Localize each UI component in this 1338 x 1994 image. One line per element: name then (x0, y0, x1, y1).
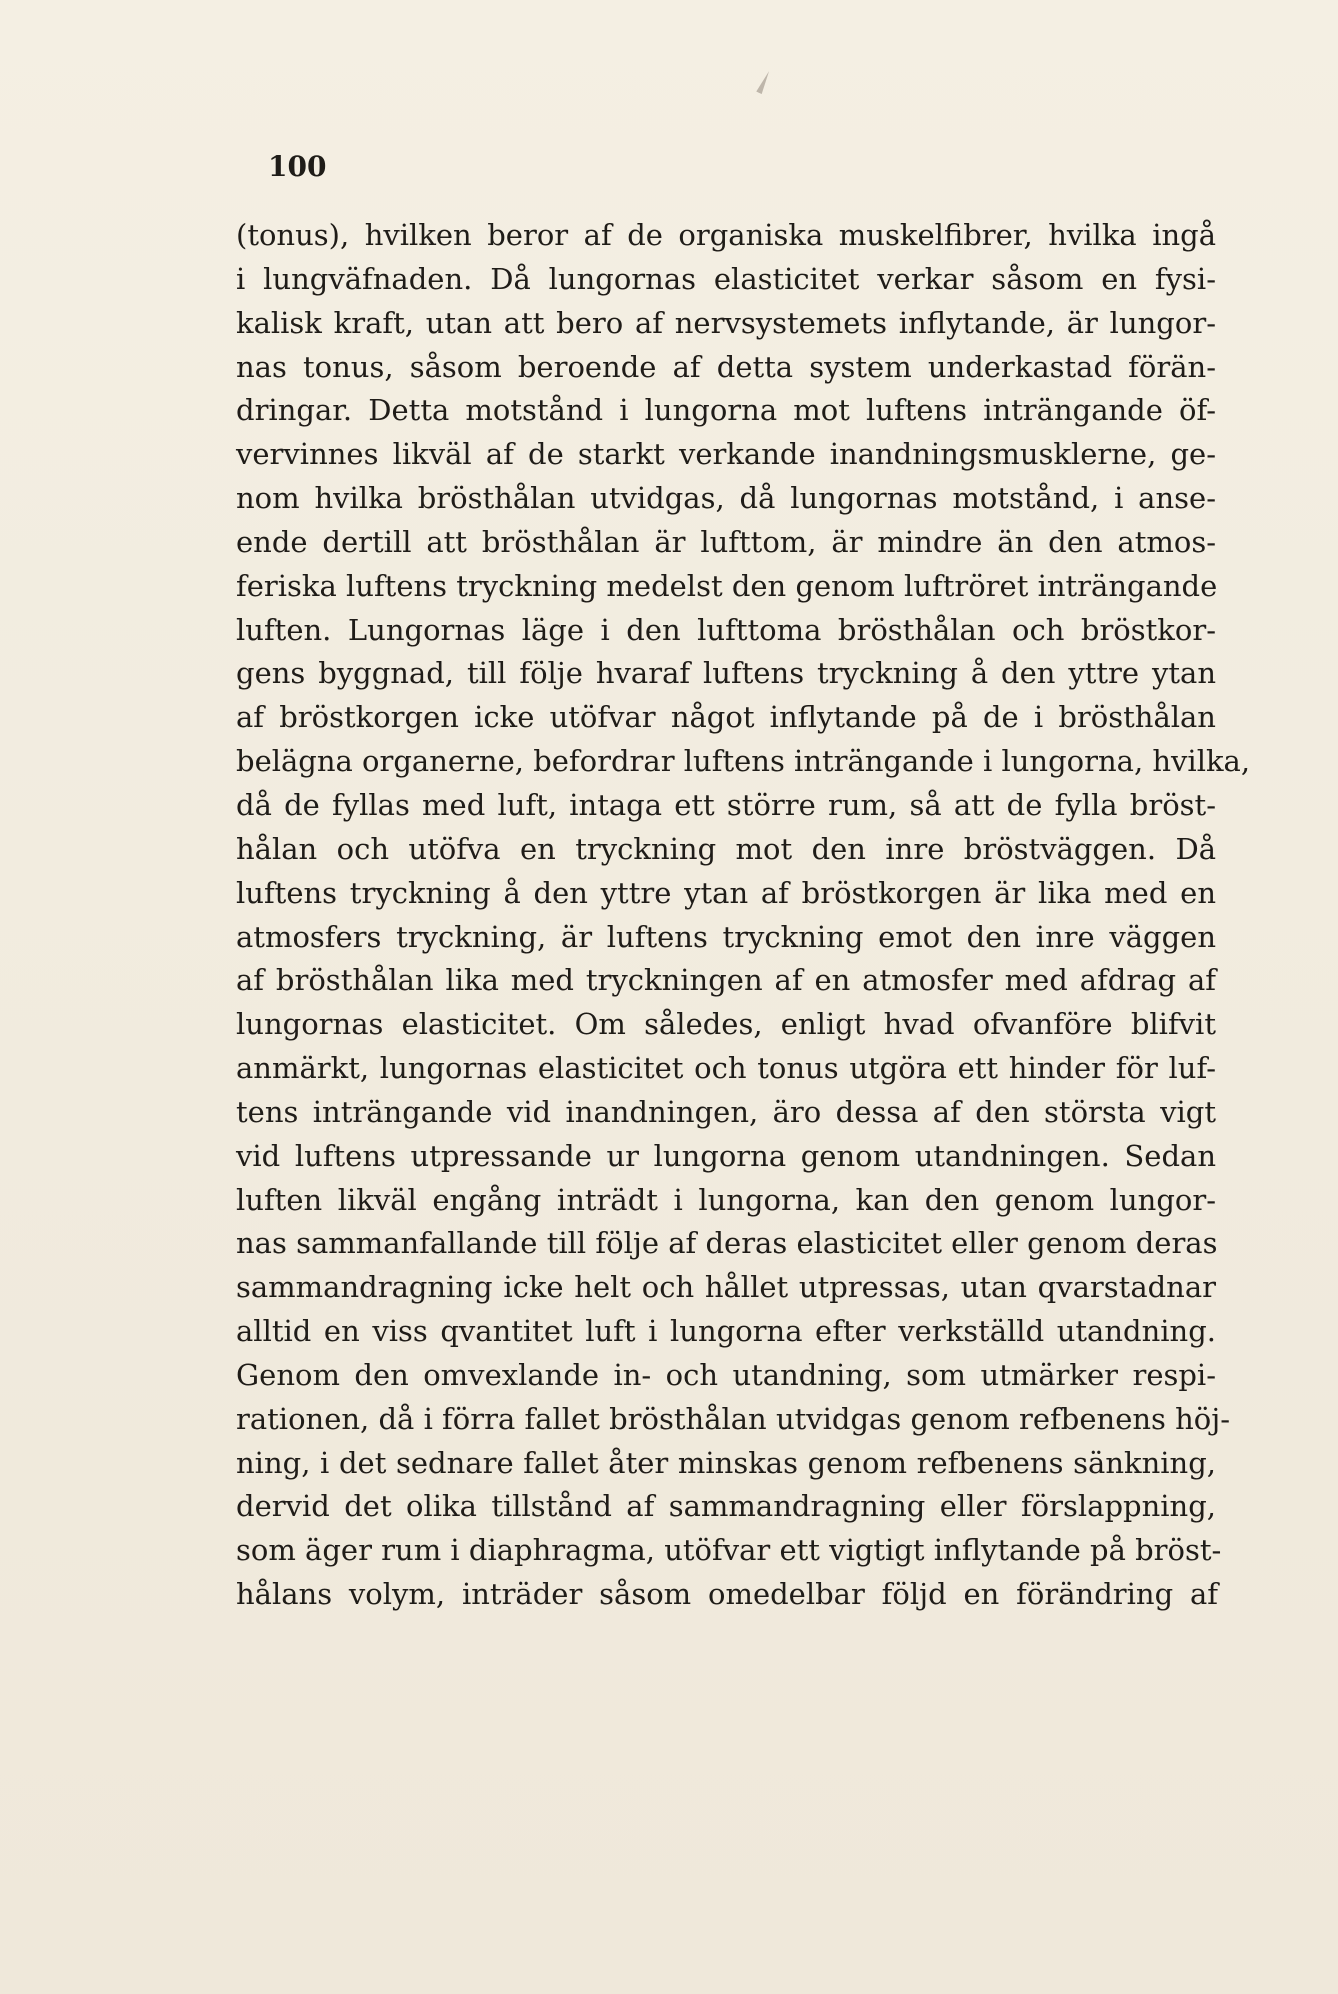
text-line: luften likväl engång inträdt i lungorna, kan den genom lungor- (236, 1182, 1216, 1217)
text-line: nas sammanfallande till följe af deras elasticitet eller genom deras (236, 1226, 1218, 1261)
text-line: gens byggnad, till följe hvaraf luftens tryckning å den yttre ytan (236, 656, 1216, 691)
text-line: lungornas elasticitet. Om således, enligt hvad ofvanföre blifvit (236, 1007, 1216, 1042)
text-line: luften. Lungornas läge i den lufttoma brösthålan och bröstkor- (236, 612, 1216, 647)
text-line: i lungväfnaden. Då lungornas elasticitet verkar såsom en fysi- (236, 261, 1216, 296)
text-line: alltid en viss qvantitet luft i lungorna efter verkställd utandning. (236, 1314, 1216, 1349)
page-number: 100 (268, 150, 327, 183)
text-line: kalisk kraft, utan att bero af nervsystemets inflytande, är lungor- (236, 305, 1216, 340)
ink-mark (754, 69, 773, 95)
text-line: nas tonus, såsom beroende af detta system underkastad förän- (236, 349, 1216, 384)
text-line: dervid det olika tillstånd af sammandragning eller förslappning, (236, 1489, 1216, 1524)
text-line: nom hvilka brösthålan utvidgas, då lungornas motstånd, i anse- (236, 481, 1216, 516)
text-line: som äger rum i diaphragma, utöfvar ett vigtigt inflytande på bröst- (236, 1533, 1222, 1568)
text-line: ning, i det sednare fallet åter minskas genom refbenens sänkning, (236, 1445, 1216, 1480)
text-line: vervinnes likväl af de starkt verkande inandningsmusklerne, ge- (236, 437, 1216, 472)
text-line: atmosfers tryckning, är luftens tryckning emot den inre väggen (236, 919, 1216, 954)
text-line: af brösthålan lika med tryckningen af en atmosfer med afdrag af (236, 963, 1216, 998)
text-line: sammandragning icke helt och hållet utpressas, utan qvarstadnar (236, 1270, 1216, 1305)
text-line: dringar. Detta motstånd i lungorna mot luftens inträngande öf- (236, 393, 1216, 428)
text-line: då de fyllas med luft, intaga ett större rum, så att de fylla bröst- (236, 787, 1216, 822)
text-line: tens inträngande vid inandningen, äro dessa af den största vigt (236, 1094, 1216, 1129)
text-line: luftens tryckning å den yttre ytan af bröstkorgen är lika med en (236, 875, 1216, 910)
text-line: feriska luftens tryckning medelst den genom luftröret inträngande (236, 568, 1218, 603)
text-line: hålans volym, inträder såsom omedelbar följd en förändring af (236, 1577, 1218, 1612)
text-line: Genom den omvexlande in- och utandning, som utmärker respi- (236, 1357, 1216, 1392)
text-line: rationen, då i förra fallet brösthålan utvidgas genom refbenens höj- (236, 1401, 1231, 1436)
text-line: ende dertill att brösthålan är lufttom, är mindre än den atmos- (236, 524, 1216, 559)
text-line: af bröstkorgen icke utöfvar något inflytande på de i brösthålan (236, 700, 1216, 735)
text-line: anmärkt, lungornas elasticitet och tonus utgöra ett hinder för luf- (236, 1051, 1216, 1086)
text-line: vid luftens utpressande ur lungorna genom utandningen. Sedan (236, 1138, 1216, 1173)
body-text (236, 214, 1251, 1617)
text-line: (tonus), hvilken beror af de organiska muskelfibrer, hvilka ingå (236, 218, 1216, 252)
text-line: belägna organerne, befordrar luftens inträngande i lungorna, hvilka, (236, 744, 1251, 779)
text-line: hålan och utöfva en tryckning mot den inre bröstväggen. Då (236, 831, 1216, 866)
